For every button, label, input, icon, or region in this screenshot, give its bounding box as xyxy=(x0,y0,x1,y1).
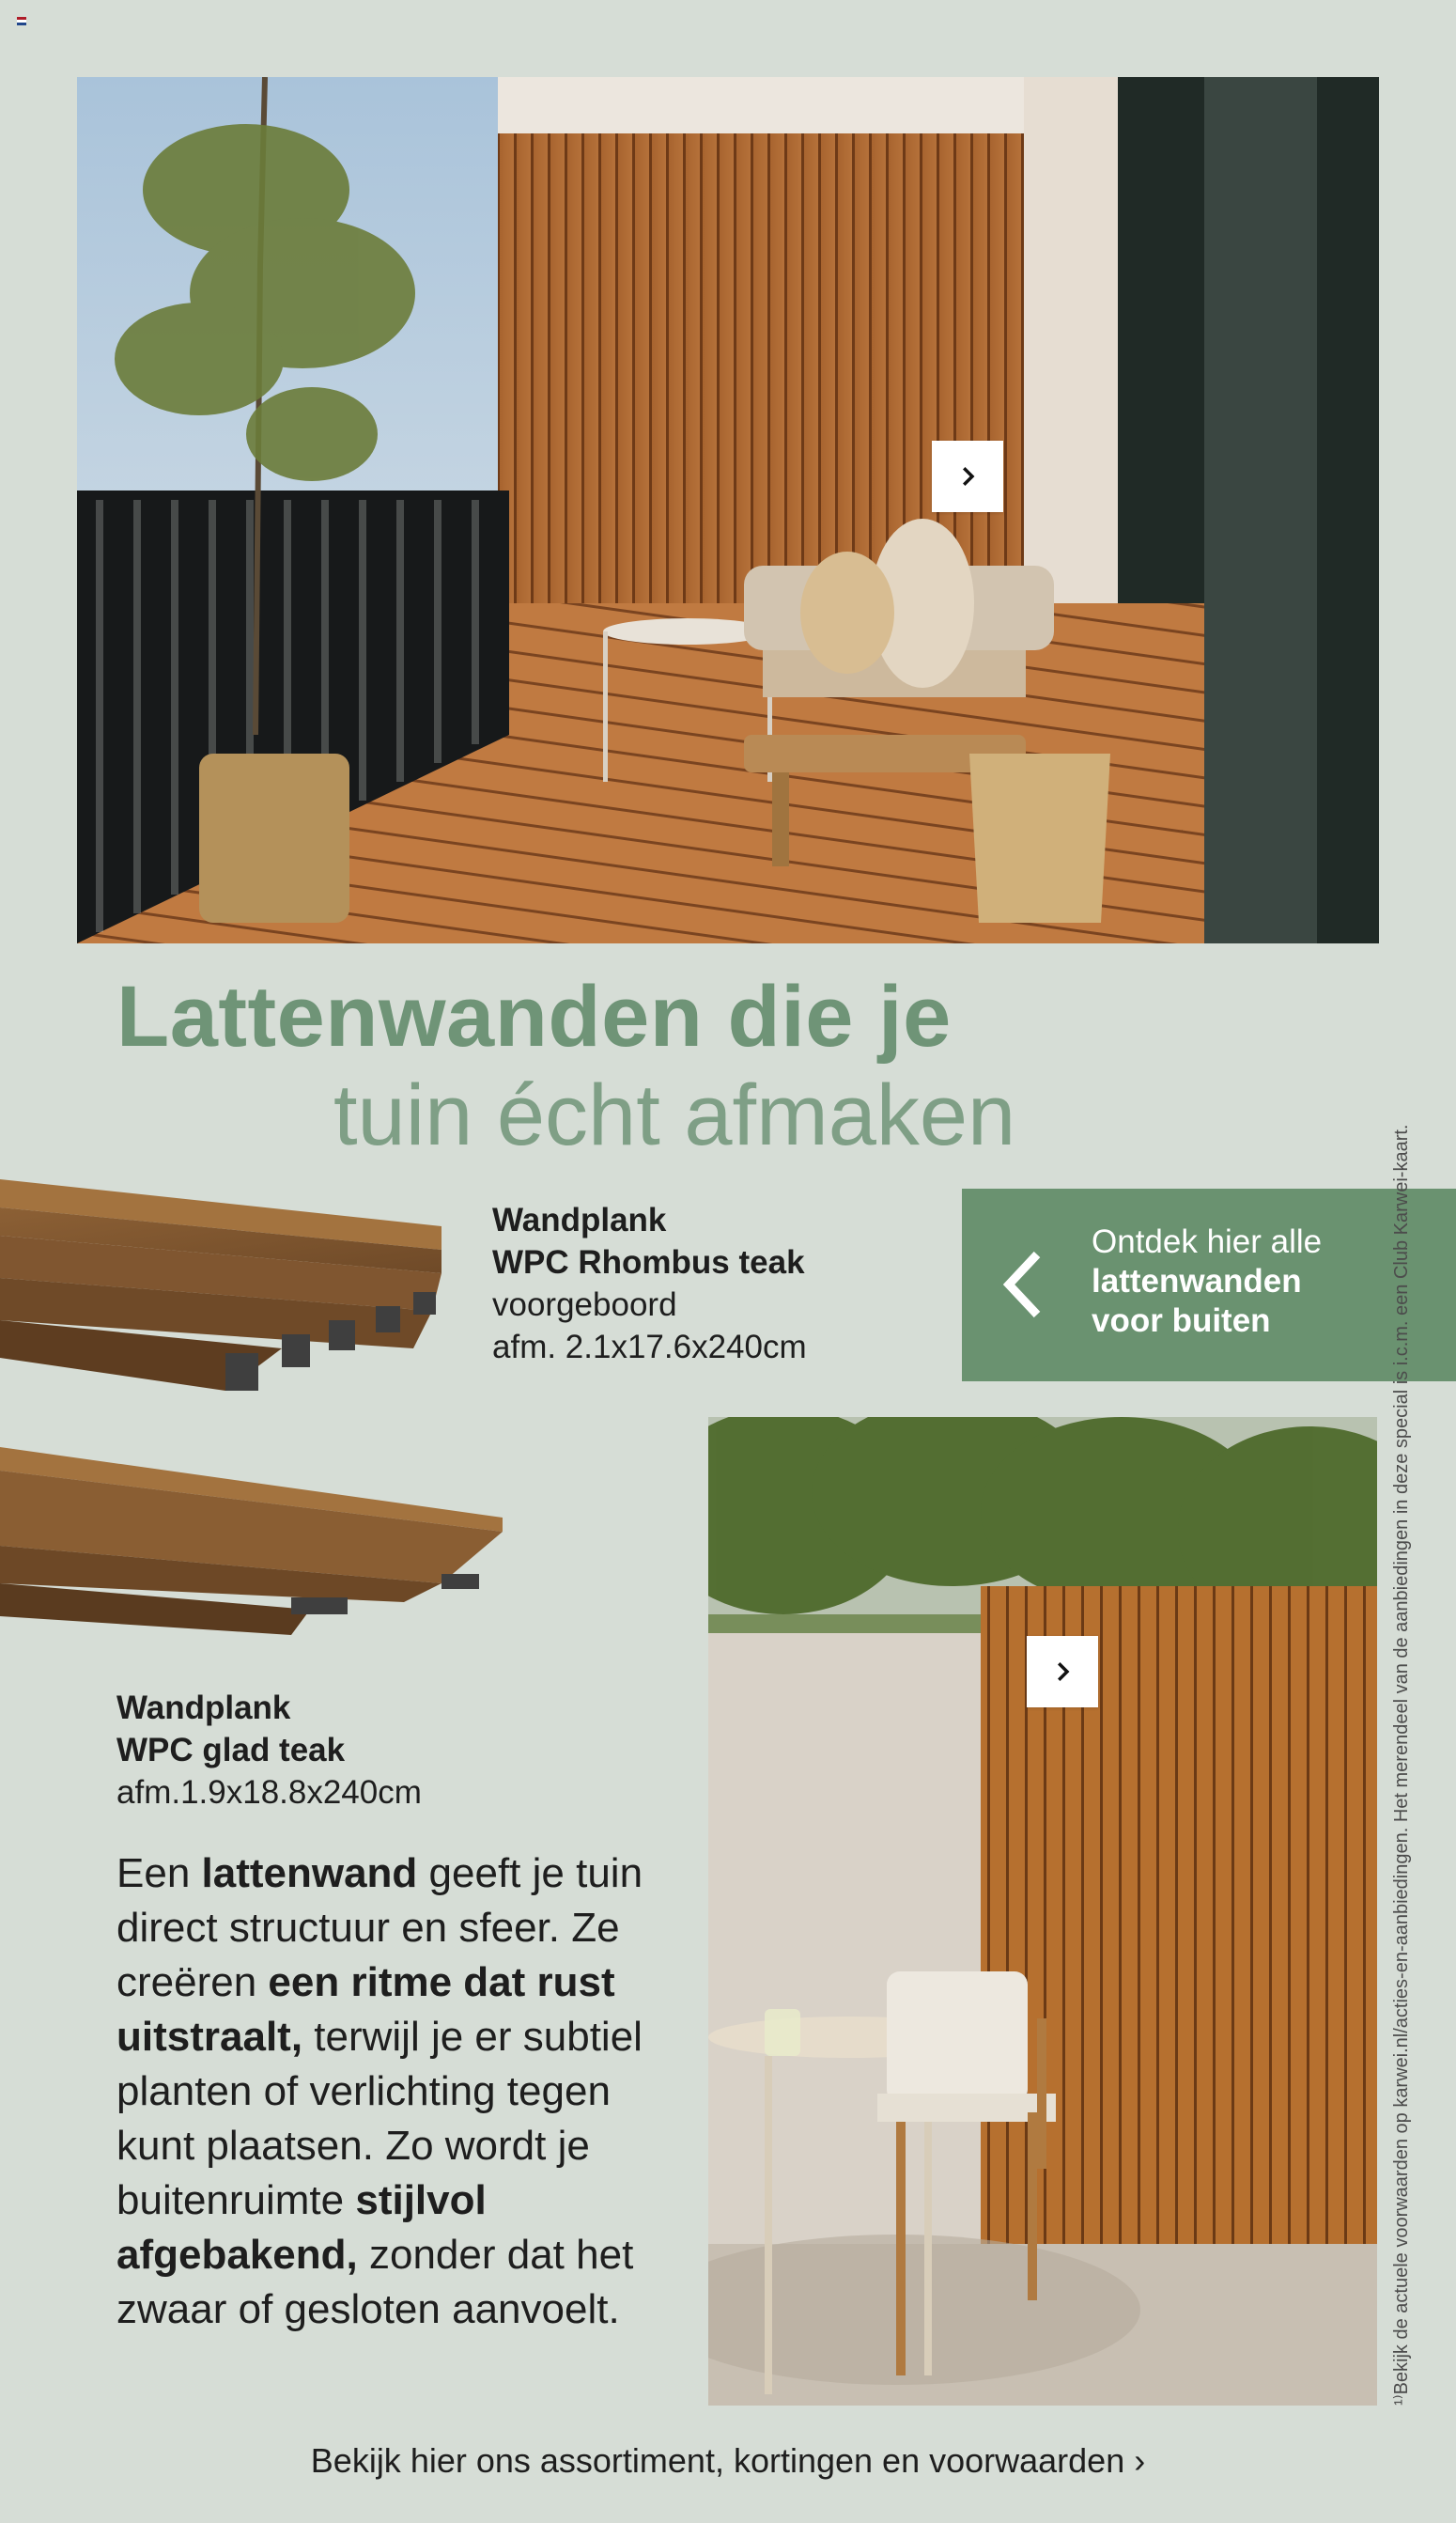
product2-detail1: afm.1.9x18.8x240cm xyxy=(116,1774,422,1811)
product2-name1: Wandplank xyxy=(116,1690,291,1726)
cta-line2: lattenwanden xyxy=(1092,1263,1302,1300)
copy-part: zonder dat het zwaar of gesloten aanvoelt. xyxy=(116,2232,634,2332)
product1-detail2: afm. 2.1x17.6x240cm xyxy=(492,1329,807,1365)
product1-name1: Wandplank xyxy=(492,1202,667,1238)
copy-bold: een ritme dat rust uitstraalt, xyxy=(116,1959,615,2060)
product2-info xyxy=(116,1687,422,1814)
chevron-right-icon xyxy=(1048,1658,1077,1686)
product1-name2: WPC Rhombus teak xyxy=(492,1244,805,1281)
copy-bold: stijlvol afgebakend, xyxy=(116,2177,487,2278)
cta-line1: Ontdek hier alle xyxy=(1092,1223,1323,1260)
copy-bold: lattenwand xyxy=(201,1850,418,1896)
product1-info xyxy=(492,1199,807,1368)
cta-line3: voor buiten xyxy=(1092,1302,1271,1339)
garden-photo-next-button[interactable] xyxy=(1027,1636,1098,1707)
garden-photo xyxy=(708,1417,1377,2406)
copy-part: Een xyxy=(116,1850,202,1896)
footer-assortment-link[interactable]: Bekijk hier ons assortiment, kortingen en voorwaarden › xyxy=(310,2441,1146,2480)
disclaimer-vertical xyxy=(1388,1090,1426,2406)
dutch-flag-icon xyxy=(17,17,26,25)
hero-next-button[interactable] xyxy=(932,441,1003,512)
hero-photo-balcony xyxy=(77,77,1379,943)
disclaimer-text: ¹⁾Bekijk de actuele voorwaarden op karwei.nl/acties-en-aanbiedingen. Het merendeel van de aanbiedingen in deze special is i.c.m. een Club Karwei-kaart. xyxy=(1391,1124,1412,2406)
body-copy xyxy=(116,1846,699,2337)
copy-part: geeft je tuin direct structuur en sfeer. Ze creëren xyxy=(116,1850,643,2005)
cta-lattenwanden-button[interactable] xyxy=(962,1189,1456,1381)
chevron-left-icon xyxy=(999,1247,1046,1322)
product-image-smooth-plank xyxy=(0,1442,512,1635)
product2-name2: WPC glad teak xyxy=(116,1732,346,1768)
heading-line1: Lattenwanden die je xyxy=(116,969,952,1065)
heading-line2: tuin écht afmaken xyxy=(333,1067,1016,1163)
product1-detail1: voorgeboord xyxy=(492,1286,677,1323)
product-image-rhombus-plank xyxy=(0,1170,470,1400)
chevron-right-icon xyxy=(953,462,982,491)
copy-part: terwijl je er subtiel planten of verlichting tegen kunt plaatsen. Zo wordt je buitenruimte xyxy=(116,2014,643,2223)
